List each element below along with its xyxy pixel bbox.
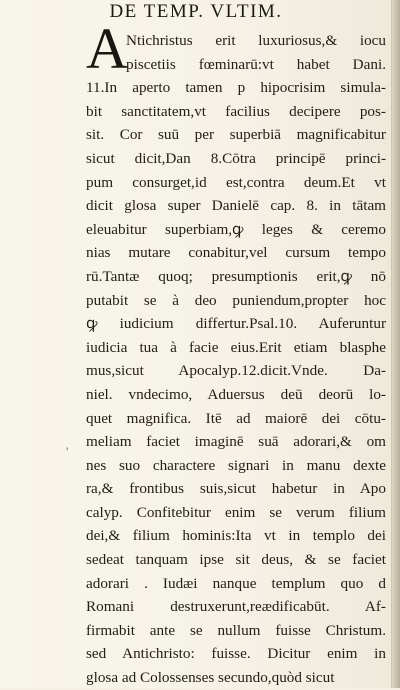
text-line: glosa ad Colossenses secundo,quòd sicut (86, 669, 335, 687)
text-line: niel. vndecimo, Aduersus deū deorū lo- (86, 385, 386, 403)
text-line: dicit glosa super Danielē cap. 8. in tātam (86, 197, 386, 215)
text-line: pum consurget,id est,contra deum.Et vt (86, 173, 386, 191)
text-line: quet magnifica. Itē ad maiorē dei cōtu- (86, 409, 386, 427)
text-line: 11.In aperto tamen p hipocrisim simula- (86, 79, 386, 97)
text-line: mus,sicut Apocalyp.12.dicit.Vnde. Da- (86, 362, 386, 380)
text-line: meliam faciet imaginē suā adorari,& om (86, 433, 386, 451)
text-line: ra,& frontibus suis,sicut habetur in Apo (86, 480, 386, 498)
text-line: Ntichristus erit luxuriosus,& iocu (126, 32, 386, 49)
text-line: Romani destruxerunt,reædificabūt. Af- (86, 598, 386, 616)
text-line: nes suo charactere signari in manu dexte (86, 456, 386, 474)
text-line: sedeat tanquam ipse sit deus, & se faciet (86, 551, 386, 569)
text-line: adorari . Iudæi nanque templum quo d (86, 574, 386, 592)
text-line: sit. Cor suū per superbiā magnificabitur (86, 126, 386, 144)
drop-cap-initial: A (86, 16, 128, 81)
text-line: iudicia tua à facie eius.Erit etiam blasphe (86, 338, 386, 356)
text-line: sed Antichristo: fuisse. Dicitur enim in (86, 645, 386, 663)
text-line: nias mutare conabitur,vel cursum tempo (86, 244, 386, 262)
body-text (86, 29, 386, 690)
text-line: calyp. Confitebitur enim se verum filium (86, 503, 386, 521)
page-edge (391, 0, 400, 688)
text-line: firmabit ante se nullum fuisse Christum. (86, 621, 386, 639)
text-line: eleuabitur superbiam,ꝙ leges & ceremo (86, 220, 386, 238)
text-line: ꝙ iudicium differtur.Psal.10. Auferuntur (86, 315, 386, 333)
text-line: putabit se à deo puniendum,propter hoc (86, 291, 386, 309)
text-line: sicut dicit,Dan 8.Cōtra principē princi- (86, 149, 386, 167)
text-line: bit sanctitatem,vt facilius decipere pos- (86, 102, 386, 120)
text-line: piscetiis fœminarū:vt habet Dani. (126, 55, 386, 73)
text-line: dei,& filium hominis:Ita vt in templo dei (86, 527, 386, 545)
text-line: rū.Tantæ quoq; presumptionis erit,ꝙ nō (86, 267, 386, 285)
running-header: DE TEMP. VLTIM. (109, 1, 283, 22)
margin-mark: ' (66, 444, 69, 459)
